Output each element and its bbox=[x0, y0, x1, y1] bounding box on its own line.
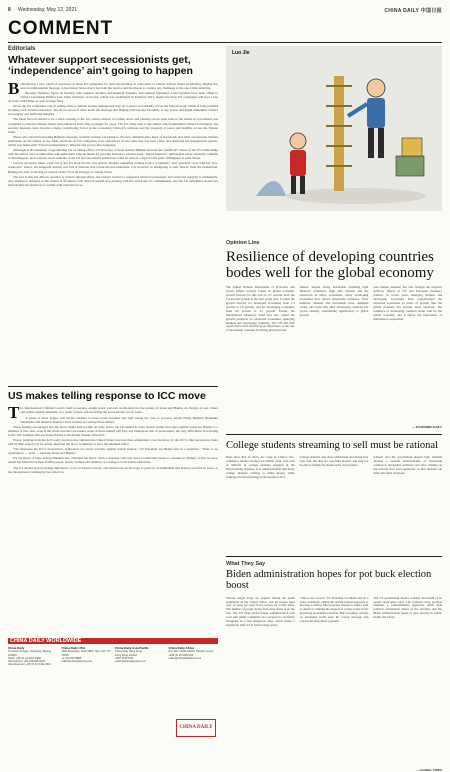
editorials-kicker: Editorials bbox=[8, 46, 36, 52]
masthead-line: +1 212 537 8888 bbox=[61, 656, 82, 660]
paragraph: The US should stop providing diplomatic cover for Israel's actions, and instead use its leverage to push for an immediate and lasting ceasefire in Gaza, as the international community has called for. bbox=[8, 465, 218, 474]
masthead-box bbox=[8, 638, 218, 741]
masthead-title: CHINA DAILY WORLDWIDE bbox=[10, 638, 82, 644]
editorial-1-body bbox=[8, 78, 218, 377]
paragraph: Those who should be heeding Beijing's message certainly include Lai Ching-te, the new administrative head on the island, and other secessionist-minded politicians on the island, as the fresh sanctions on US companies were announced on the same day Lai took office and delivered his inauguration speech, which was laden with "Taiwan independence" fallacies and provocative language. bbox=[8, 134, 218, 147]
masthead-column bbox=[62, 647, 112, 667]
editorial-2-body bbox=[8, 403, 218, 641]
masthead-heading: China Daily bbox=[8, 646, 25, 650]
masthead-heading: China Daily Africa bbox=[168, 646, 195, 650]
masthead-heading: China Daily Asia Pacific bbox=[115, 646, 149, 650]
editorial-2-headline[interactable]: US makes telling response to ICC move bbox=[8, 390, 206, 402]
masthead-column bbox=[169, 647, 219, 667]
masthead-line: +852 2518 5111 bbox=[115, 656, 134, 660]
paragraph: he International Criminal Court's chief prosecutor sought arrest warrants on Monday for the leaders of Israel and Hamas on charges of war crimes and crimes against humanity as a result of their actions during the seven-month war in Gaza. bbox=[20, 406, 218, 415]
text-column: The US government should consider the health of its people more than votes. The country's drug problem demands a comprehensive approach, rather than political calculations ahead of the election, and the Biden administration needs to give priority to public health and safety. bbox=[373, 595, 443, 620]
masthead-line: 15 Huixin Dongjie, Chaoyang, Beijing 100029 bbox=[8, 650, 51, 657]
paragraph: Given the US companies' role in selling arms to Taiwan and the damage that may do to peace and stability across the Taiwan Strait, China is fully justified in taking such decisive measures. The move serves to drive home the message that Beijing will respond forcefully to any action that might undermine China's sovereignty and territorial integrity. bbox=[8, 104, 218, 117]
college-headline[interactable]: College students streaming to sell must be rational bbox=[226, 440, 439, 451]
masthead-line: News: +86 (0) 10 6491-8366 bbox=[8, 656, 41, 660]
paragraph: Worse, judging from the fact's early reaction that signaled the United States was less than enthusiastic over the move by the ICC's chief prosecutor, there will be little support for its action, meaning the move is unlikely to have the intended effect. bbox=[8, 437, 218, 447]
text-column: And market demand, but also bridged the negative spillover effects of US and European monetary policies. In recent years, emerging markets and developing economies have outperformed the advanced economies in terms of growth, thus the global economy has become more balanced. The resilience of developing countries bodes well for the global economy, and it shows the importance of multilateral cooperation. bbox=[373, 285, 443, 321]
drop-cap: T bbox=[8, 403, 20, 423]
page-header bbox=[8, 6, 442, 16]
text-column: Data show that in 2023, the scale of China's live-commerce market reached 4.9 trillion yuan, with tens of millions of college students engaged in the livestreaming business. It is understandable that many college students wishing to make money while studying see livestreaming as the means to do it. bbox=[226, 455, 295, 479]
divider bbox=[226, 434, 442, 435]
masthead-line: Subscription: +86 400-699-0203 bbox=[8, 660, 45, 664]
text-column: "This is not correct," US President Joe Biden said in a video statement, calling the current federal approach to the drug a failure. The proposed change is widely seen as aimed at winning the support of young voters in the upcoming presidential election. But loosening controls on marijuana could send the wrong message and worsen the drug abuse problem. bbox=[299, 595, 369, 624]
masthead-line: 1500 Broadway, Suite 2800, New York, NY 10036 bbox=[61, 650, 111, 657]
brand-name: CHINA DAILY 中国日报 bbox=[384, 8, 442, 14]
text-column: Various illegal drugs are popular among the youth population in the United States, and 20 people aged over 12 years try weed in the society on a daily basis. The number of people dying from drug abuse is on the rise. The US Drug Enforcement Administration will soon take public comments on a proposal to reclassify marijuana as a less dangerous drug, which marks a significant shift in US federal drug policy. bbox=[226, 595, 295, 627]
editorial-1-headline[interactable]: Whatever support secessionists get, ‘independence’ ain’t going to happen bbox=[8, 54, 193, 78]
masthead-columns bbox=[8, 647, 218, 667]
text-column: College students who show enthusiasm and daring may earn well, but they are "not fully mature" and may not be able to handle the market risks and pressure. bbox=[299, 455, 369, 468]
divider bbox=[8, 386, 218, 387]
what-they-say-headline[interactable]: Biden administration hopes for pot buck election boost bbox=[226, 569, 432, 592]
college-columns bbox=[226, 456, 442, 544]
opinion-line-article bbox=[226, 240, 442, 429]
masthead-line: +254 (0) 20 6960 000 bbox=[168, 653, 194, 657]
section-title: COMMENT bbox=[8, 18, 114, 39]
byline: — GLOBAL TIMES bbox=[415, 767, 442, 772]
cartoon-drawing bbox=[226, 46, 442, 211]
issue-date: Wednesday, May 12, 2021 bbox=[18, 7, 78, 13]
byline: — ECONOMIC DAILY bbox=[412, 425, 442, 430]
paragraph: US Secretary of State Antony Blinken also criticized the move. Such a response will only serve to embolden Israel to continue its military action in Gaza, which has killed more than 35,000 people, mostly women and children, according to local health authorities. bbox=[8, 456, 218, 465]
text-column: The United Nations Department of Economic and Social Affairs recently raised its global economic growth forecast for this year to 2.7 percent from the 2.4 percent it made at the start of the year. It raised the growth forecast for developed economies from 1.3 percent to 1.6 percent, and for developing economies from 4.0 percent to 4.1 percent. Earlier, the International Monetary Fund had also raised the growth prospects for advanced economies, emerging markets and developing countries. The UN and IMF reports have both attached great importance to the role of developing countries in driving global growth. bbox=[226, 285, 295, 333]
paragraph: Those finding encouraged that the move might help prompt an early end to the bloodshed in Gaza should realize that since neither Israel nor Hamas is a member of the court, even if the arrest warrants are issued, none of those named will face any immediate risk of prosecution, but only difficulties in traveling to the 124 countries that are States Parties to the Rome Statute of the ICC. bbox=[8, 424, 218, 437]
masthead-line: editor@chinadailyusa.com bbox=[61, 660, 92, 664]
college-article bbox=[226, 434, 442, 544]
drop-cap: B bbox=[8, 78, 20, 98]
header-rule bbox=[8, 42, 442, 43]
paragraph: The latest move is meant to be a stern warning to the US, which, instead of scaling down and phasing out its arms sales to the island as it promised, has continued to arm the Chinese island with enhanced arms sales packages for years. The US' arms sales to the island, which undermine China's sovereignty and security interests, have become a major contributing factor to the worsening China-US relations and the jeopardy of peace and stability across the Taiwan Strait. bbox=[8, 117, 218, 134]
masthead-line: Hong Kong Limited bbox=[115, 653, 138, 657]
opinion-line-columns bbox=[226, 286, 442, 424]
masthead-line: P.O. Box 27281-00100, Nairobi, Kenya bbox=[168, 650, 214, 654]
editorial-1 bbox=[8, 46, 218, 377]
paragraph: Although in his statement congratulating Lai on taking office, US Secretary of State Antony Blinken stressed the "unofficial" nature of the US' relationship with the island, the Lai authorities will understand what he meant by pressing Taiwan to advance their "shared interests". Although it never explicitly commits to Washington's provocations, those remarks of the US and the island's politicians could be seen as a sign of both sides' willingness to push ahead. bbox=[8, 148, 218, 161]
paragraph: Lai has obviously taken a leaf out of the US book for his own speech. Despite ostensibly striking both a "pragmatic" and "practical" note with his "pro-status-quo" stance, his inaugural address was full of fallacies that reveal his true intentions. Lai, however, in attempting to split Taiwan from the motherland, Beijing has said, is serving as a pawn of the US in its strategy to contain China. bbox=[8, 161, 218, 174]
paragraph: announcing a new round of sanctions on those US companies for their involvement in arms sales to China's Taiwan island on Monday, Beijing has sent an unmistakable message to the United States that it has both the resolve and the means to counter any challenge to the one-China principle. bbox=[20, 81, 218, 90]
masthead-line: editor@chinadailyasia.com bbox=[115, 660, 147, 664]
masthead-column bbox=[8, 647, 58, 667]
opinion-line-headline[interactable]: Resilience of developing countries bodes well for the global economy bbox=[226, 249, 434, 282]
what-they-say-article bbox=[226, 556, 442, 772]
editorial-cartoon bbox=[226, 46, 442, 211]
text-column: Schools and the government should help students develop a rational understanding of livestream commerce, strengthen guidance and offer training on the relevant laws and regulations, so that students can make informed decisions. bbox=[373, 455, 443, 475]
masthead-line: China Daily Hong Kong bbox=[115, 650, 142, 654]
illustrator-credit: Luo Jie bbox=[232, 50, 250, 56]
masthead-line: editor@chinadailyafrica.com bbox=[168, 656, 202, 660]
paragraph: The fact is that the Taiwan question is China's internal affair, and China's resolve to safeguard national sovereignty and territorial integrity is unshakable. Any attempt to interfere in this matter is doomed to fail. The US should stop playing with fire and honor its commitments, and the Lai authorities should not miscalculate the situation or collude with external forces. bbox=[8, 174, 218, 187]
china-daily-logo: CHINA DAILY bbox=[176, 719, 216, 737]
divider bbox=[226, 556, 442, 557]
newspaper-page bbox=[8, 6, 443, 772]
paragraph: Boeing's Defense, Space & Security unit, General Atomics Aeronautical Systems, and General Dynamics Land Systems have been added to China's Unreliable Entities List. Their inclusion on the list, which was established in February 2021, means the three US companies will face a ban on trade with China, as well as huge fines. bbox=[8, 90, 218, 104]
masthead-heading: China Daily USA bbox=[61, 646, 86, 650]
masthead-column bbox=[115, 647, 165, 667]
what-they-say-kicker: What They Say bbox=[226, 561, 266, 567]
what-they-say-columns bbox=[226, 597, 442, 767]
editorial-2 bbox=[8, 386, 218, 641]
page-number: 8 bbox=[8, 7, 11, 13]
text-column: Indeed, despite facing headwinds including tight financial conditions, high debt burdens and the slowdown in major economies, many developing economies have shown remarkable resilience. Their domestic demand and investment have remained robust, and trade with other developing countries has grown steadily, contributing significantly to global growth. bbox=[299, 285, 369, 317]
paragraph: "We denounce the ICC's prosecutor's application for arrest warrants against Israeli leaders," US President Joe Biden said in a statement. "There is no equivalence — none — between Israel and Hamas." bbox=[8, 447, 218, 456]
paragraph: A panel of three judges will decide whether to issue arrest warrants that will enable the case to proceed. Israeli Prime Minister Benjamin Netanyahu and Defense Minister Yoav Gallant are among those named. bbox=[20, 415, 218, 424]
opinion-line-kicker: Opinion Line bbox=[226, 240, 260, 246]
masthead-line: Advertisement: +86 (0) 10 6491-8631 bbox=[8, 663, 52, 667]
